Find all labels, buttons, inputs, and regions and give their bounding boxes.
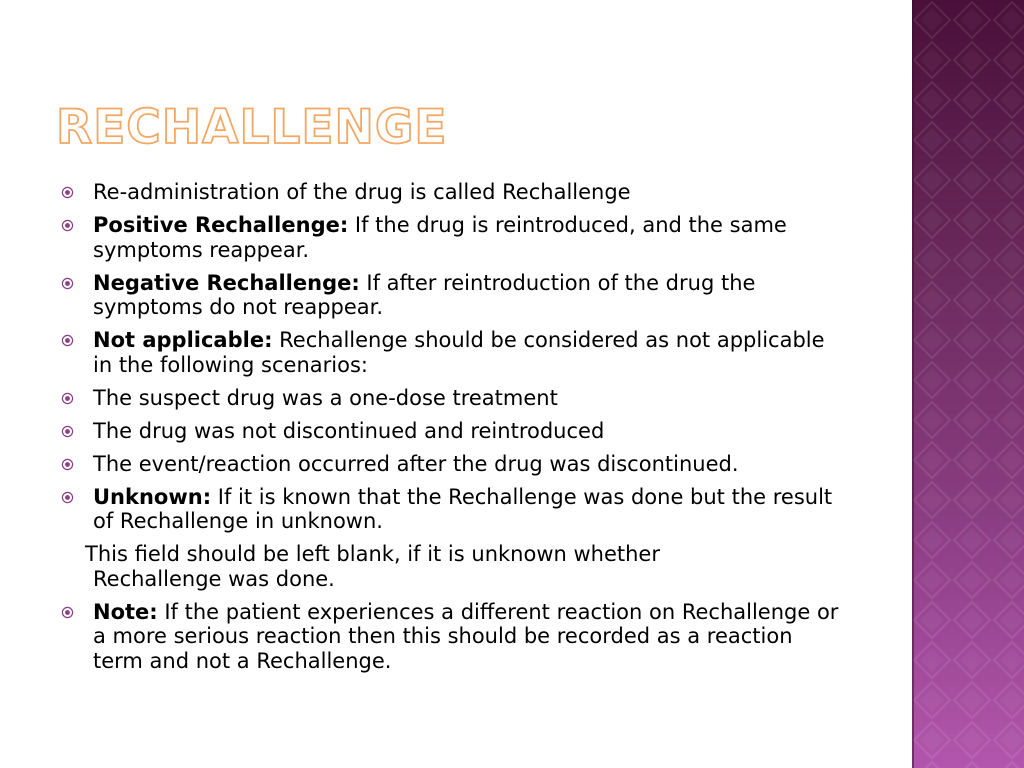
bullet-icon xyxy=(61,186,74,199)
item-label: Note: xyxy=(93,599,158,624)
bullet-icon xyxy=(61,458,74,471)
decorative-side-panel xyxy=(912,0,1024,768)
bullet-icon xyxy=(61,219,74,232)
item-label: Not applicable: xyxy=(93,328,273,352)
bullet-icon xyxy=(61,334,74,347)
bullet-icon xyxy=(61,425,74,438)
list-item-continuation xyxy=(58,542,848,591)
item-text-line2: Rechallenge was done. xyxy=(93,566,335,591)
bullet-icon xyxy=(61,392,74,405)
item-text: If the drug is reintroduced, and the same symptoms reappear. xyxy=(93,213,787,262)
bullet-icon xyxy=(61,491,74,504)
item-text: Rechallenge should be considered as not applicable in the following scenarios: xyxy=(93,328,825,377)
item-label: Positive Rechallenge: xyxy=(93,213,349,237)
item-label: Unknown: xyxy=(93,484,212,509)
list-item xyxy=(58,419,848,444)
item-text: The drug was not discontinued and reintroduced xyxy=(93,418,605,443)
item-text: If after reintroduction of the drug the symptoms do not reappear. xyxy=(93,270,756,319)
bullet-list xyxy=(58,180,848,682)
list-item xyxy=(58,452,848,477)
list-item xyxy=(58,213,848,262)
list-item xyxy=(58,271,848,320)
list-item xyxy=(58,386,848,411)
side-panel-edge xyxy=(912,0,914,768)
item-text: The event/reaction occurred after the drug was discontinued. xyxy=(93,451,739,476)
diamond-pattern-icon xyxy=(912,0,1024,768)
item-label: Negative Rechallenge: xyxy=(93,270,360,295)
item-text: If the patient experiences a different reaction on Rechallenge or a more serious reaction then this should be recorded as a reaction term and not a Rechallenge. xyxy=(93,599,839,673)
list-item xyxy=(58,180,848,205)
list-item xyxy=(58,328,848,377)
bullet-icon xyxy=(61,606,74,619)
slide-title: RECHALLENGE xyxy=(56,100,448,155)
item-text: The suspect drug was a one-dose treatment xyxy=(93,385,558,410)
item-text-line1: This field should be left blank, if it is unknown whether xyxy=(85,542,660,566)
list-item xyxy=(58,485,848,534)
item-text: Re-administration of the drug is called Rechallenge xyxy=(93,180,631,204)
item-text: If it is known that the Rechallenge was done but the result of Rechallenge in unknown. xyxy=(93,484,833,533)
list-item xyxy=(58,600,848,674)
bullet-icon xyxy=(61,277,74,290)
